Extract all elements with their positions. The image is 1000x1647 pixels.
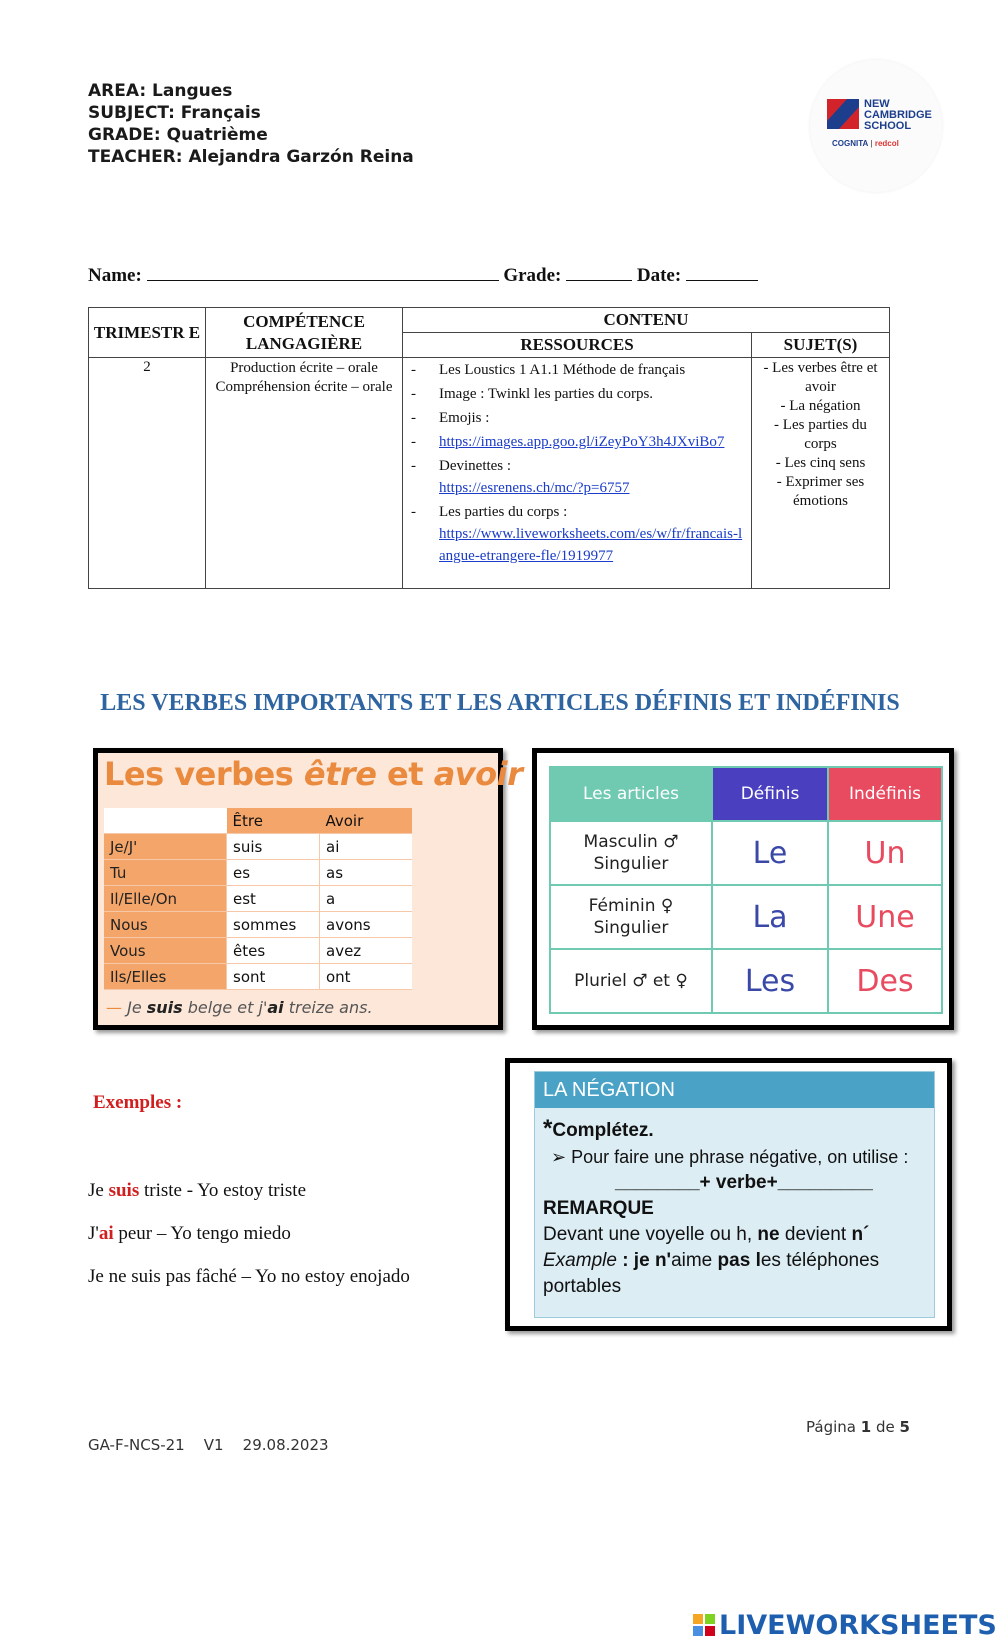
subject-label: SUBJECT: Français xyxy=(88,103,261,123)
table-row: Tu es as xyxy=(104,860,412,886)
liveworksheets-brand: LIVEWORKSHEETS xyxy=(693,1610,997,1641)
head-etre: Être xyxy=(227,808,320,834)
competence-cell xyxy=(206,358,403,589)
name-label: Name: xyxy=(88,265,142,286)
ressource-item: - Image : Twinkl les parties du corps. xyxy=(407,383,747,405)
liveworksheets-logo-icon xyxy=(693,1614,715,1636)
negation-title: LA NÉGATION xyxy=(535,1072,934,1108)
col-contenu: CONTENU xyxy=(403,308,890,333)
exemples-label: Exemples : xyxy=(93,1092,183,1113)
school-network: COGNITA | redcol xyxy=(832,139,899,148)
articles-head-label: Les articles xyxy=(550,767,712,821)
head-avoir: Avoir xyxy=(320,808,413,834)
table-row: Je/J' suis ai xyxy=(104,834,412,860)
conjugation-table xyxy=(104,808,412,990)
sujet-item: - Exprimer ses émotions xyxy=(776,474,865,509)
negation-formula: ________+ verbe+_________ xyxy=(615,1172,873,1193)
example-line: Je ne suis pas fâché – Yo no estoy enojado xyxy=(88,1266,410,1287)
sujet-item: - Les verbes être et avoir xyxy=(763,360,878,395)
ressource-item xyxy=(407,431,747,453)
section-title: LES VERBES IMPORTANTS ET LES ARTICLES DÉFINIS ET INDÉFINIS xyxy=(100,690,900,716)
sujet-item: - Les cinq sens xyxy=(775,455,866,471)
articles-head-definis: Définis xyxy=(712,767,828,821)
parties-corps-link[interactable]: https://www.liveworksheets.com/es/w/fr/francais-langue-etrangere-fle/1919977 xyxy=(439,526,743,564)
ressources-list xyxy=(407,359,747,587)
ressource-item: - Les parties du corps : https://www.liveworksheets.com/es/w/fr/francais-langue-etrangere-fle/1919977 xyxy=(407,501,747,567)
sujets-cell xyxy=(752,358,890,589)
area-label: AREA: Langues xyxy=(88,81,233,101)
page-number: Página 1 de 5 xyxy=(806,1418,910,1436)
sujet-item: - Les parties du corps xyxy=(774,417,867,452)
verbs-card-title: Les verbes être et avoir xyxy=(104,755,523,793)
devinettes-link[interactable]: https://esrenens.ch/mc/?p=6757 xyxy=(439,480,630,496)
school-logo xyxy=(810,60,942,192)
competence-item: Compréhension écrite – orale xyxy=(215,379,393,395)
document-code: GA-F-NCS-21 V1 29.08.2023 xyxy=(88,1436,329,1454)
sujet-item: - La négation xyxy=(780,398,861,414)
school-name: NEW CAMBRIDGE SCHOOL xyxy=(864,98,932,132)
articles-head-indefinis: Indéfinis xyxy=(828,767,942,821)
name-blank[interactable] xyxy=(147,264,499,281)
trimestre-value: 2 xyxy=(89,358,206,589)
school-flag-icon xyxy=(827,99,859,129)
table-row: Pluriel ♂ et ♀ Les Des xyxy=(550,949,942,1013)
col-ressources: RESSOURCES xyxy=(403,333,752,358)
verbs-example: — Je suis belge et j'ai treize ans. xyxy=(106,998,373,1017)
ressource-item: - Devinettes : https://esrenens.ch/mc/?p=6757 xyxy=(407,455,747,499)
competence-item: Production écrite – orale xyxy=(230,360,378,376)
negation-content: *Complétez. ➢ Pour faire une phrase négative, on utilise : ________+ verbe+_________ REMARQUE Devant une voyelle ou h, ne devient n´ Example : je n'aime pas les téléphones portables xyxy=(543,1116,933,1300)
grade-blank[interactable] xyxy=(566,264,632,281)
articles-card xyxy=(532,748,954,1030)
emojis-link[interactable]: https://images.app.goo.gl/iZeyPoY3h4JXviBo7 xyxy=(439,434,725,450)
table-row: Féminin ♀ Singulier La Une xyxy=(550,885,942,949)
grade-label: GRADE: Quatrième xyxy=(88,125,268,145)
table-row: Masculin ♂ Singulier Le Un xyxy=(550,821,942,885)
table-row: Nous sommes avons xyxy=(104,912,412,938)
table-row: Il/Elle/On est a xyxy=(104,886,412,912)
grade-field-label: Grade: xyxy=(503,265,562,286)
table-row: Ils/Elles sont ont xyxy=(104,964,412,990)
example-line: J'ai peur – Yo tengo miedo xyxy=(88,1223,291,1244)
negation-card xyxy=(505,1058,952,1331)
verbs-etre-avoir-card xyxy=(93,748,523,1030)
col-trimestre: TRIMESTR E xyxy=(89,308,206,358)
ressource-item: - Les Loustics 1 A1.1 Méthode de français xyxy=(407,359,747,381)
table-row: Vous êtes avez xyxy=(104,938,412,964)
teacher-label: TEACHER: Alejandra Garzón Reina xyxy=(88,147,414,167)
date-blank[interactable] xyxy=(686,264,758,281)
planning-table xyxy=(88,307,890,589)
ressource-item: - Emojis : xyxy=(407,407,747,429)
articles-table xyxy=(549,766,943,1014)
ressources-cell xyxy=(403,358,752,589)
col-sujets: SUJET(S) xyxy=(752,333,890,358)
student-info-line xyxy=(88,264,758,287)
date-label: Date: xyxy=(636,265,682,286)
col-competence: COMPÉTENCE LANGAGIÈRE xyxy=(206,308,403,358)
bullet-icon: ➢ xyxy=(551,1147,567,1167)
document-header xyxy=(88,80,414,168)
example-line: Je suis triste - Yo estoy triste xyxy=(88,1180,306,1201)
